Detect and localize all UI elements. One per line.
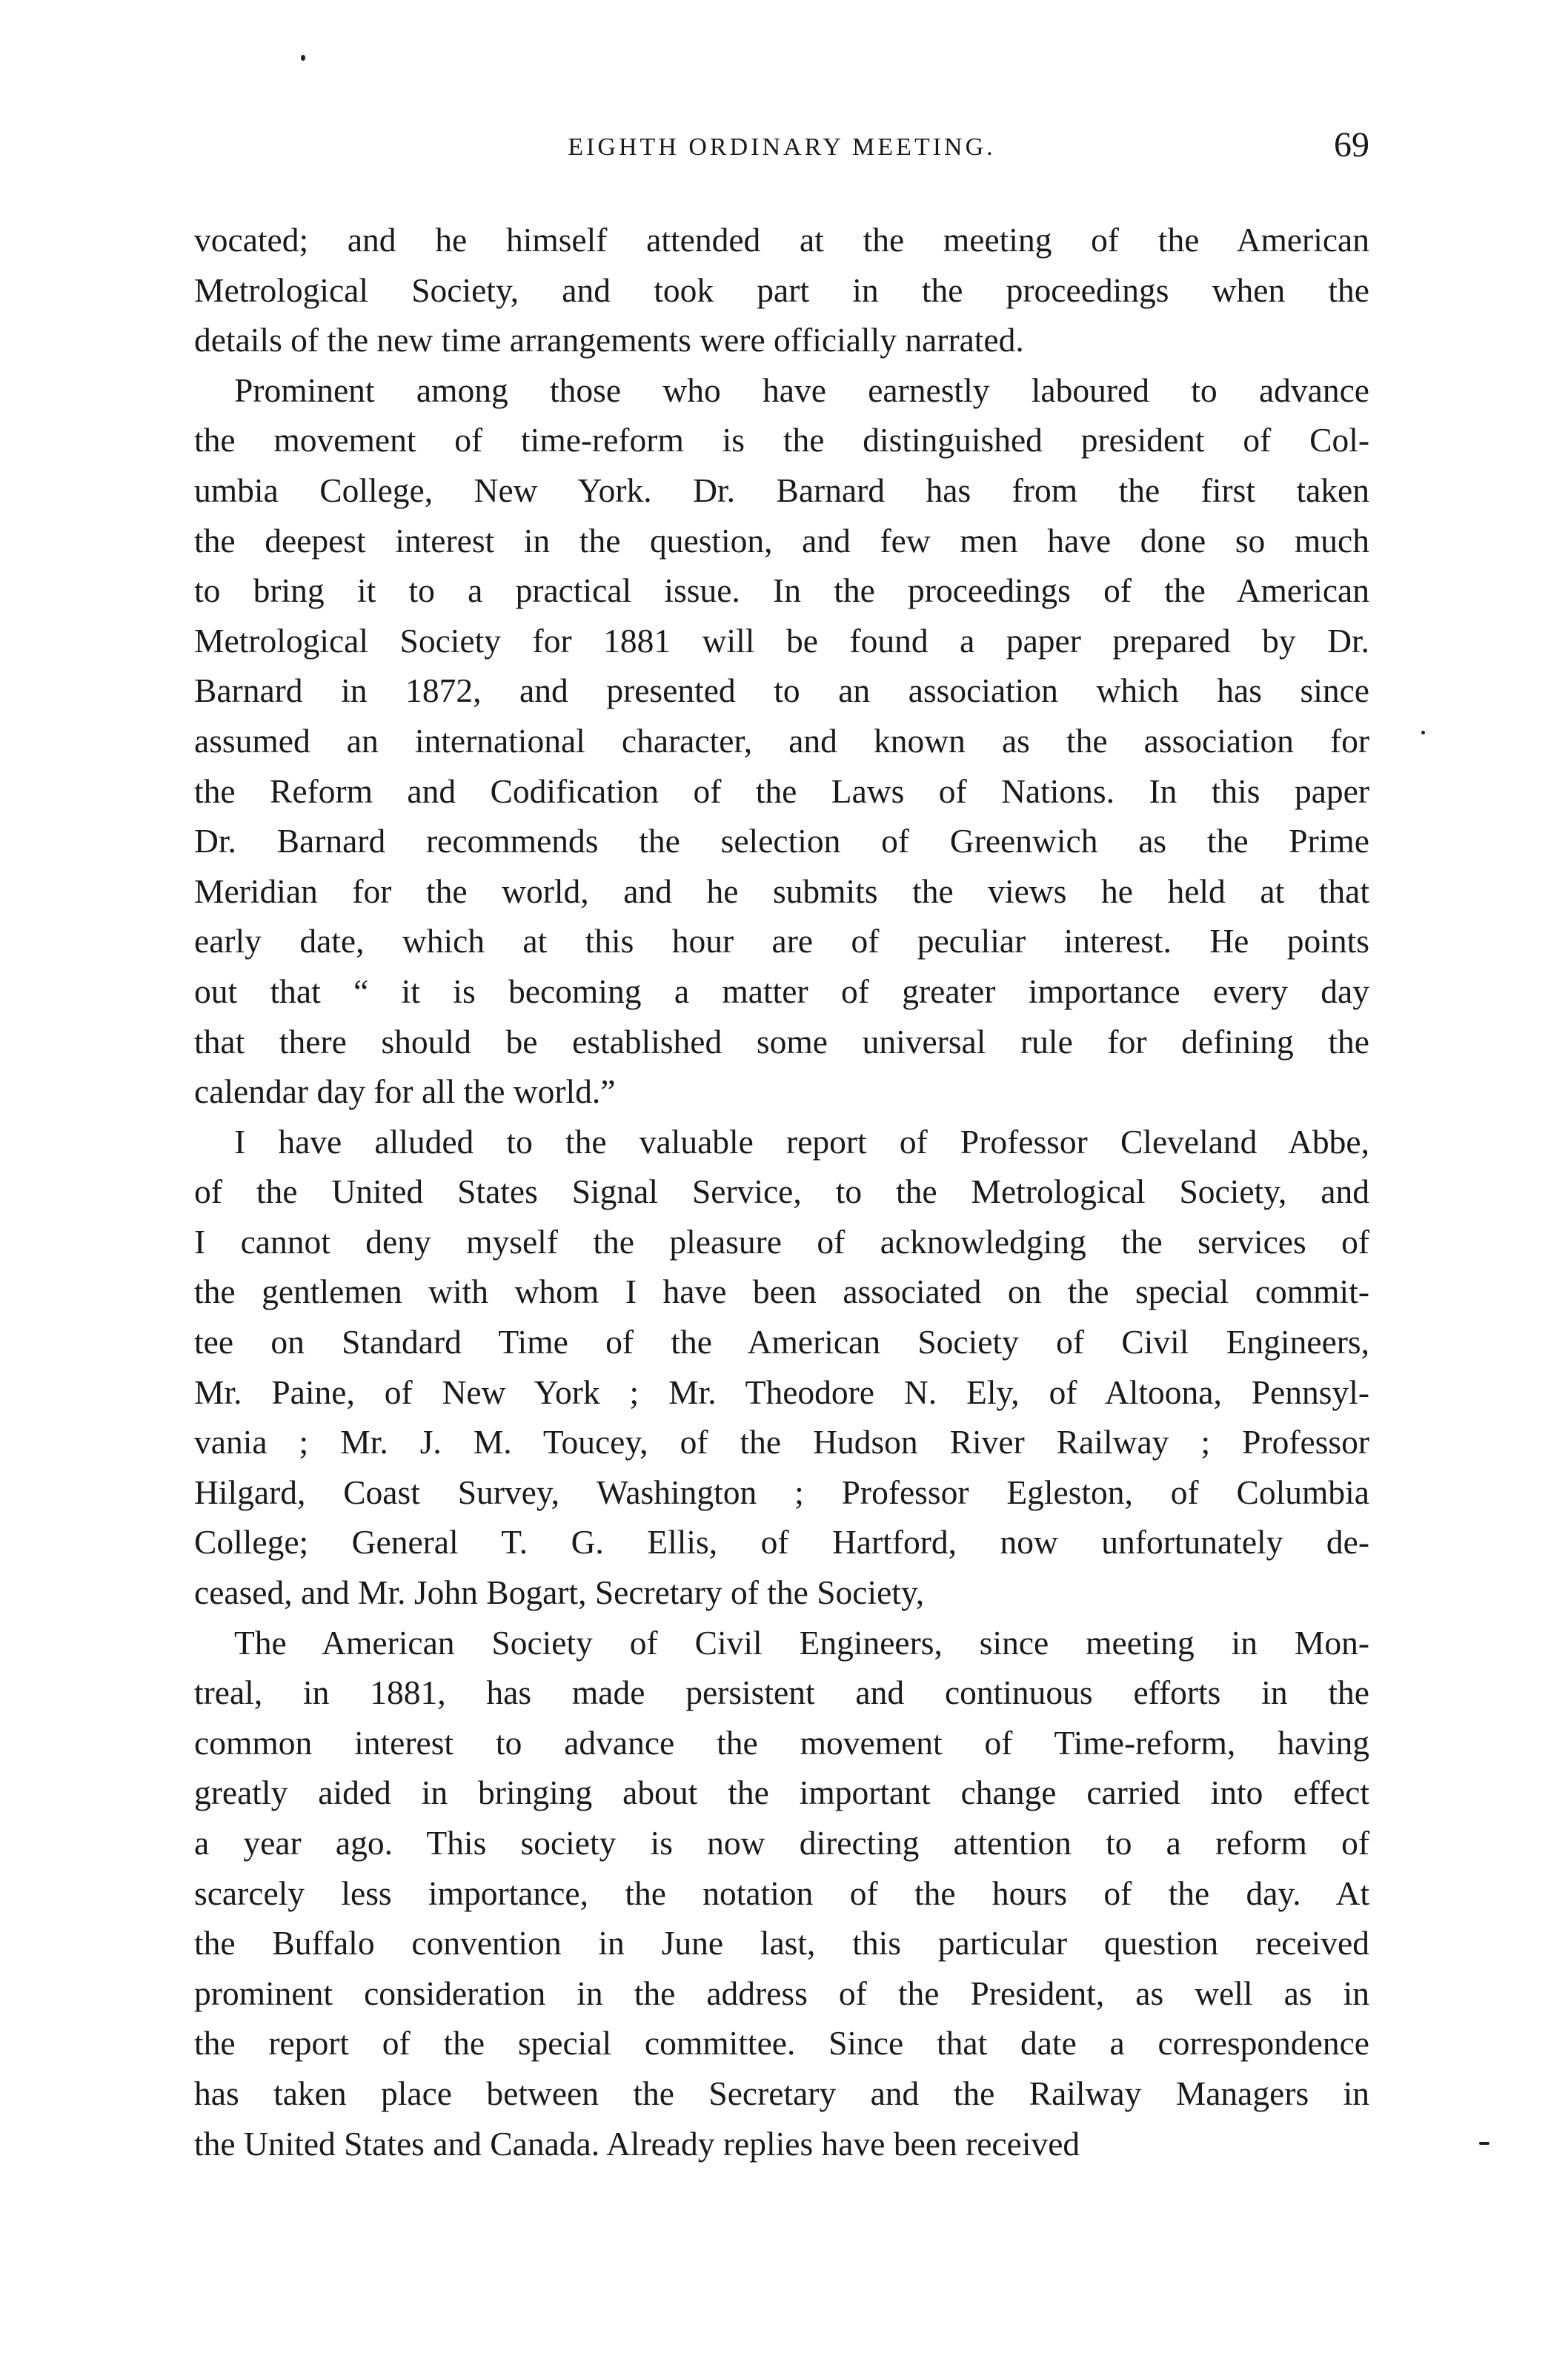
running-head: EIGHTH ORDINARY MEETING.	[568, 133, 996, 161]
text-line: Meridian for the world, and he submits the views he held at that	[194, 872, 1369, 910]
ink-speck	[301, 55, 305, 61]
text-line: Metrological Society, and took part in the proceedings when the	[194, 271, 1369, 309]
ink-speck	[1479, 2142, 1489, 2145]
page-number: 69	[1334, 125, 1369, 165]
paragraph	[194, 1117, 1369, 1618]
page-header	[194, 125, 1369, 176]
ink-speck	[1421, 731, 1425, 734]
text-line: I have alluded to the valuable report of Professor Cleveland Abbe,	[234, 1122, 1369, 1161]
text-line: Metrological Society for 1881 will be found a paper prepared by Dr.	[194, 621, 1369, 660]
text-line: greatly aided in bringing about the important change carried into effect	[194, 1774, 1369, 1812]
text-line: The American Society of Civil Engineers, since meeting in Mon-	[234, 1623, 1369, 1662]
text-line: the gentlemen with whom I have been associated on the special commit-	[194, 1273, 1369, 1311]
text-line: to bring it to a practical issue. In the proceedings of the American	[194, 571, 1369, 610]
text-line: the United States and Canada. Already replies have been received	[194, 2124, 1080, 2163]
text-line: Dr. Barnard recommends the selection of Greenwich as the Prime	[194, 822, 1369, 860]
text-line: a year ago. This society is now directing attention to a reform of	[194, 1824, 1369, 1862]
text-line: the Buffalo convention in June last, this particular question received	[194, 1924, 1369, 1962]
text-line: early date, which at this hour are of peculiar interest. He points	[194, 922, 1369, 960]
text-line: the deepest interest in the question, and few men have done so much	[194, 521, 1369, 560]
text-line: I cannot deny myself the pleasure of acknowledging the services of	[194, 1222, 1369, 1261]
paragraph	[194, 215, 1369, 365]
text-line: vocated; and he himself attended at the meeting of the American	[194, 221, 1369, 259]
text-line: the report of the special committee. Since that date a correspondence	[194, 2024, 1369, 2063]
text-line: the movement of time-reform is the distinguished president of Col-	[194, 421, 1369, 459]
text-line: Barnard in 1872, and presented to an association which has since	[194, 671, 1369, 710]
text-line: vania ; Mr. J. M. Toucey, of the Hudson River Railway ; Professor	[194, 1423, 1369, 1461]
text-line: College; General T. G. Ellis, of Hartford, now unfortunately de-	[194, 1523, 1369, 1562]
text-line: prominent consideration in the address of the President, as well as in	[194, 1974, 1369, 2012]
text-line: treal, in 1881, has made persistent and continuous efforts in the	[194, 1673, 1369, 1712]
paragraph	[194, 1618, 1369, 2169]
text-line: tee on Standard Time of the American Society of Civil Engineers,	[194, 1323, 1369, 1361]
text-line: has taken place between the Secretary and the Railway Managers in	[194, 2074, 1369, 2112]
text-line: that there should be established some universal rule for defining the	[194, 1022, 1369, 1061]
paragraph	[194, 365, 1369, 1117]
text-line: Hilgard, Coast Survey, Washington ; Professor Egleston, of Columbia	[194, 1473, 1369, 1511]
text-line: out that “ it is becoming a matter of greater importance every day	[194, 972, 1369, 1010]
body-text	[194, 215, 1369, 2169]
text-line: of the United States Signal Service, to the Metrological Society, and	[194, 1172, 1369, 1211]
text-line: details of the new time arrangements were officially narrated.	[194, 321, 1024, 359]
text-line: ceased, and Mr. John Bogart, Secretary of the Society,	[194, 1573, 925, 1612]
text-line: assumed an international character, and known as the association for	[194, 721, 1369, 760]
text-line: scarcely less importance, the notation of the hours of the day. At	[194, 1874, 1369, 1912]
text-line: umbia College, New York. Dr. Barnard has from the first taken	[194, 471, 1369, 509]
text-line: calendar day for all the world.”	[194, 1072, 616, 1111]
text-line: the Reform and Codification of the Laws of Nations. In this paper	[194, 772, 1369, 810]
text-line: Mr. Paine, of New York ; Mr. Theodore N. Ely, of Altoona, Pennsyl-	[194, 1373, 1369, 1411]
text-line: common interest to advance the movement of Time-reform, having	[194, 1723, 1369, 1762]
text-line: Prominent among those who have earnestly laboured to advance	[234, 371, 1369, 409]
